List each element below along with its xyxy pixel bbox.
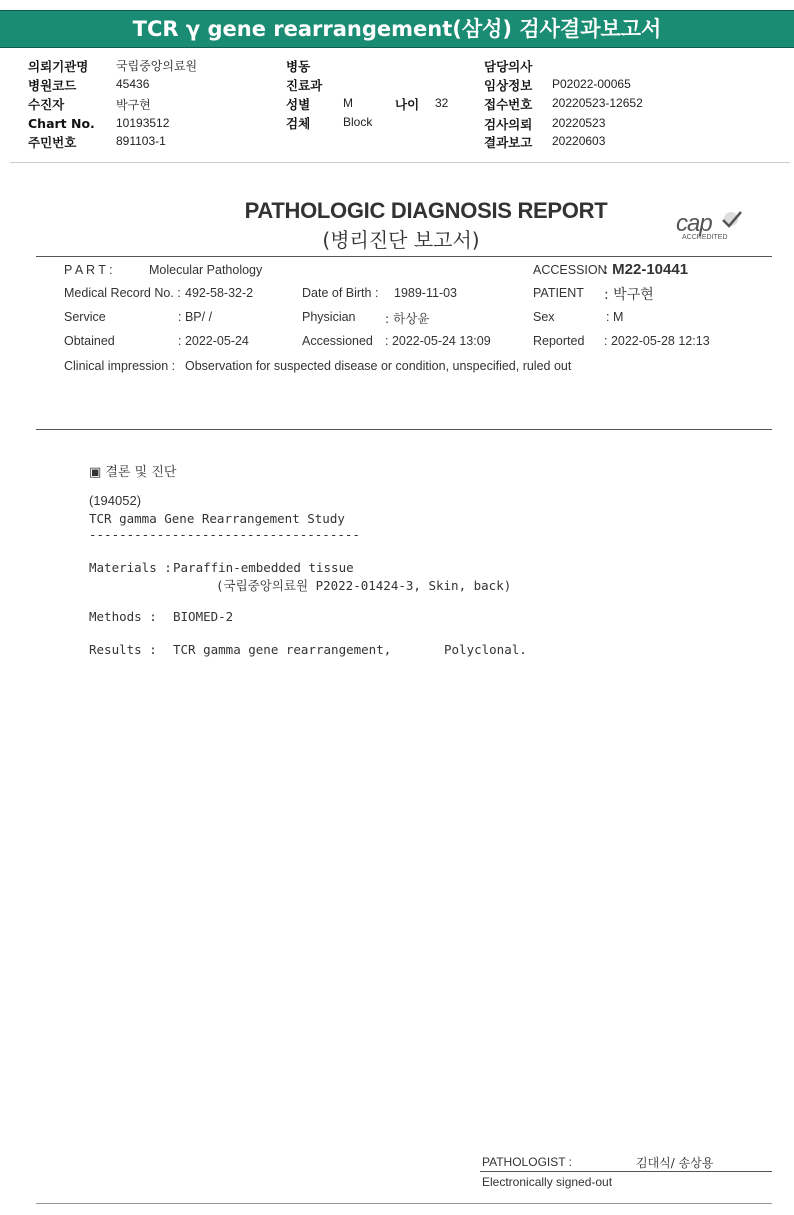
materials-label: Materials : [89,560,172,575]
resident-value: 891103-1 [116,134,166,148]
mrn-label: Medical Record No. : [64,286,181,300]
patient-label: 수진자 [28,97,65,112]
institution-value: 국립중앙의료원 [116,59,198,73]
reported-value: : 2022-05-28 12:13 [604,334,710,348]
methods-value: BIOMED-2 [173,609,234,624]
findings-divider: ------------------------------------ [89,527,360,542]
report-top-rule [36,256,772,257]
results-label: Results : [89,642,157,657]
banner-title: TCR γ gene rearrangement(삼성) 검사결과보고서 [132,17,662,41]
report-mid-rule [36,429,772,430]
sex-report-label: Sex [533,310,555,324]
accessioned-label: Accessioned [302,334,373,348]
specimen-label: 검체 [286,116,311,131]
age-value: 32 [435,96,449,110]
request-value: 20220523 [552,116,606,130]
ward-label: 병동 [286,59,311,74]
accession-label: ACCESSION [533,263,607,277]
physician-label: Physician [302,310,356,324]
cap-accredited: ACCREDITED [682,234,728,241]
results-value: TCR gamma gene rearrangement, [173,642,392,657]
pathologist-rule [480,1171,772,1172]
report-title: PATHOLOGIC DIAGNOSIS REPORT [244,198,608,223]
pathologist-label: PATHOLOGIST : [482,1155,573,1169]
materials-value: Paraffin-embedded tissue [173,560,354,575]
reported-label: Reported [533,334,585,348]
pathologist-value: 김대식/ 송상용 [636,1156,714,1170]
chart-label: Chart No. [28,116,95,131]
physician-value: : 하상윤 [385,311,430,326]
materials-detail: (국립중앙의료원 P2022-01424-3, Skin, back) [216,578,512,593]
patient-report-label: PATIENT [533,286,584,300]
sex-report-value: : M [606,310,624,324]
obtained-label: Obtained [64,334,115,348]
patient-value: 박구현 [116,98,151,112]
sex-value: M [343,96,353,110]
accession-value: : M22-10441 [603,261,689,278]
methods-label: Methods : [89,609,157,624]
title-banner [0,10,794,48]
checkmark-icon [720,210,742,230]
hospital-code-value: 45436 [116,77,150,91]
cap-logo [676,210,728,241]
report-label: 결과보고 [484,135,533,150]
dob-value: 1989-11-03 [394,286,458,300]
findings-code: (194052) [89,493,142,508]
hospital-code-label: 병원코드 [28,78,77,93]
chart-value: 10193512 [116,116,170,130]
clinical-label: 임상정보 [484,78,533,93]
patient-report-value: : 박구현 [604,287,654,303]
mrn-value: 492-58-32-2 [185,286,254,300]
receipt-label: 접수번호 [484,97,533,112]
service-label: Service [64,310,106,324]
header-divider [10,162,790,163]
impression-label: Clinical impression : [64,359,176,373]
cap-logo-text: cap [676,210,712,237]
findings-section-title: ▣ 결론 및 진단 [89,465,177,480]
dob-label: Date of Birth : [302,286,379,300]
specimen-value: Block [343,115,373,129]
resident-label: 주민번호 [28,135,77,150]
doctor-label: 담당의사 [484,59,533,74]
results-conclusion: Polyclonal. [444,642,527,657]
age-label: 나이 [395,97,420,112]
footer-rule [36,1203,772,1204]
obtained-value: : 2022-05-24 [178,334,249,348]
dept-label: 진료과 [286,78,323,93]
report-subtitle: (병리진단 보고서) [322,228,480,252]
sex-label: 성별 [286,97,311,112]
part-label: P A R T : [64,263,113,277]
findings-study: TCR gamma Gene Rearrangement Study [89,511,345,526]
institution-label: 의뢰기관명 [28,59,89,74]
signed-text: Electronically signed-out [482,1175,613,1189]
service-value: : BP/ / [178,310,213,324]
request-label: 검사의뢰 [484,117,533,132]
accessioned-value: : 2022-05-24 13:09 [385,334,491,348]
report-value: 20220603 [552,134,606,148]
receipt-value: 20220523-12652 [552,96,643,110]
clinical-value: P02022-00065 [552,77,631,91]
part-value: Molecular Pathology [149,263,263,277]
impression-value: Observation for suspected disease or condition, unspecified, ruled out [185,359,572,373]
